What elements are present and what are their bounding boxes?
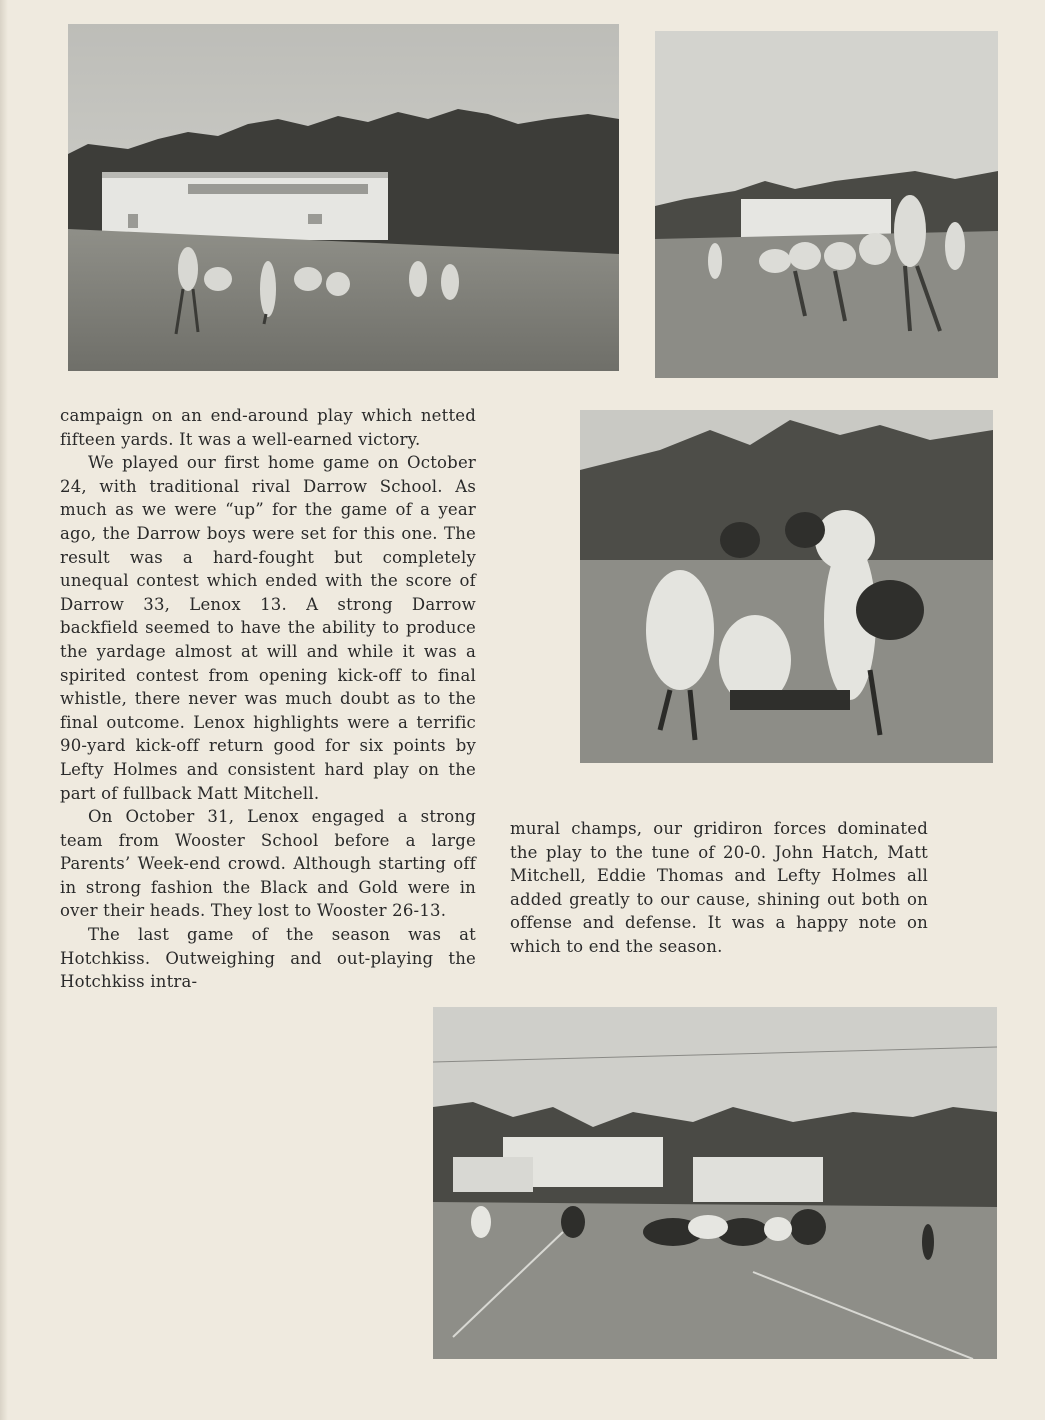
photo-players-stretching [655,31,998,378]
article-right-column [510,817,928,959]
photo-huddle [580,410,993,763]
article-paragraph: campaign on an end-around play which netted fifteen yards. It was a well-earned victory. [60,406,476,449]
page-edge [0,0,8,1420]
article-paragraph: The last game of the season was at Hotchkiss. Outweighing and out-playing the Hotchkiss intra- [60,925,476,992]
article-left-column [60,404,476,994]
photo-practice-field-gym [68,24,619,371]
article-paragraph: mural champs, our gridiron forces dominated the play to the tune of 20-0. John Hatch, Matt Mitchell, Eddie Thomas and Lefty Holmes all added greatly to our cause, shining out both on offense and defense. It was a happy note on which to end the season. [510,819,928,956]
article-paragraph: We played our first home game on October 24, with traditional rival Darrow School. As much as we were “up” for the game of a year ago, the Darrow boys were set for this one. The result was a hard-fought but completely unequal contest which ended with the score of Darrow 33, Lenox 13. A strong Darrow backfield seemed to have the ability to produce the yardage almost at will and while it was a spirited contest from opening kick-off to final whistle, there never was much doubt as to the final outcome. Lenox highlights were a terrific 90-yard kick-off return good for six points by Lefty Holmes and consistent hard play on the part of fullback Matt Mitchell. [60,453,476,803]
photo-game-at-hotchkiss [433,1007,997,1359]
article-paragraph: On October 31, Lenox engaged a strong team from Wooster School before a large Parents’ Week-end crowd. Although starting off in strong fashion the Black and Gold were in over their heads. They lost to Wooster 26-13. [60,807,476,921]
